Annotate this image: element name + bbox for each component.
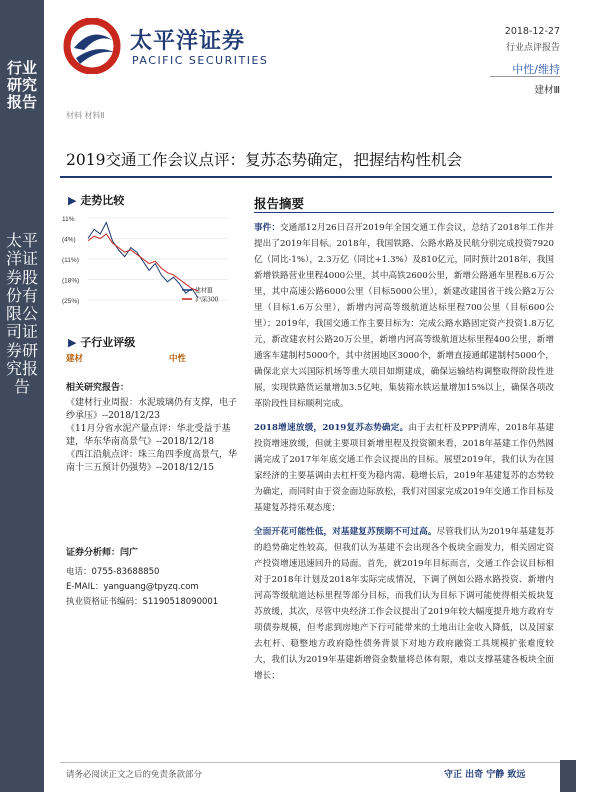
sidebar-report-category: 行业研究报告 bbox=[6, 59, 37, 111]
analyst-phone: 电话：0755-83688850 bbox=[66, 567, 160, 577]
abstract-body bbox=[254, 220, 554, 692]
related-report-item[interactable]: 《建材行业周报：水泥玻璃仍有支撑，电子纱承压》--2018/12/23 bbox=[66, 398, 238, 421]
related-report-item[interactable]: 《11月分省水泥产量点评：华北受益于基建，华东华南高景气》--2018/12/18 bbox=[66, 424, 231, 447]
abstract-heading: 报告摘要 bbox=[254, 196, 305, 211]
report-date: 2018-12-27 bbox=[504, 26, 560, 37]
analyst-cert: 执业资格证书编码：S1190518090001 bbox=[66, 597, 219, 607]
logo-chinese-name: 太平洋证券 bbox=[130, 29, 246, 54]
related-report-item[interactable]: 《西江沿航点评：珠三角四季度高景气，华南十三五预计仍强势》--2018/12/15 bbox=[66, 450, 238, 473]
sub-industry-name: 建材 bbox=[66, 354, 84, 364]
paragraph-text: 交通部12月26日召开2019年全国交通工作会议，总结了2018年工作并提出了2019年目标。2018年，我国铁路、公路水路及民航分别完成投资7920亿（同比-1%），2.3万亿（同比+1.3%）及810亿元，同时预计2018年，我国新增铁路营业里程4000公里，其中高铁2600公里，新增公路通车里程8.6万公里，其中高速公路6000公里（目标5000公里），新建改建国省干线公路2万公里（目标1.6万公里），新增内河高等级航道达标里程700公里（目标600公里）；2019年，我国交通工作主要目标为：完成公路水路固定资产投资1.8万亿元，新改建农村公路20万公里，新增内河高等级航道达标里程400公里，新增通客车建制村5000个，其中贫困地区3000个，新增直接通邮建制村5000个，确保北京大兴国际机场等重大项目如期建成，确保运输结构调整取得阶段性进展，实现铁路货运量增加3.5亿吨，集装箱水铁运量增加15%以上，确保各项改革阶段性目标顺利完成。 bbox=[254, 223, 554, 409]
logo-english-name: PACIFIC SECURITIES bbox=[132, 54, 269, 67]
legend-label: 沪深300 bbox=[195, 296, 219, 304]
paragraph-text: 尽管我们认为2019年基建复苏的趋势确定性较高，但我们认为基建不会出现各个板块全面发力，相关固定资产投资增速迅速回升的局面。首先，就2019年目标而言，交通工作会议目标相对于2018年计划及2018年实际完成情况，下调了例如公路水路投资、新增内河高等级航道达标里程等部分目标，而我们认为目标下调可能使得相关板块复苏放缓，其次，尽管中央经济工作会议提出了2019年较大幅度提升地方政府专项债券规模，但考虑到房地产下行可能带来的土地出让金收入降低，以及国家去杠杆、稳整地方政府隐性债务背景下对地方政府融资工具规模扩张难度较大，我们认为2019年基建新增资金数量将总体有限，难以支撑基建各板块全面增长； bbox=[254, 527, 554, 681]
y-tick-label: (18%) bbox=[62, 277, 80, 285]
series-line bbox=[88, 223, 198, 298]
sub-rating-row bbox=[66, 352, 246, 364]
sub-industry-rating: 中性 bbox=[168, 354, 186, 364]
analyst-info bbox=[66, 546, 238, 610]
abstract-paragraph bbox=[254, 524, 554, 684]
related-reports-heading: 相关研究报告： bbox=[66, 383, 130, 393]
analyst-name: 证券分析师：闫广 bbox=[66, 548, 139, 558]
analyst-email[interactable]: E-MAIL：yanguang@tpyzq.com bbox=[66, 582, 199, 592]
y-tick-label: (11%) bbox=[62, 257, 79, 264]
footer-accent-bar bbox=[560, 760, 576, 792]
related-reports bbox=[66, 382, 238, 475]
trend-heading: ▶ 走势比较 bbox=[68, 194, 125, 207]
y-tick-label: 11% bbox=[62, 216, 75, 223]
series-line bbox=[88, 234, 198, 291]
paragraph-lead: 全面开花可能性低，对基建复苏预期不可过高。 bbox=[254, 527, 437, 537]
abstract-paragraph bbox=[254, 220, 554, 412]
sidebar-company-name: 太平洋证券股份有限公司证券研究报告 bbox=[6, 231, 39, 397]
arrow-right-icon: ▶ bbox=[68, 336, 77, 349]
footer-disclaimer: 请务必阅读正文之后的免责条款部分 bbox=[66, 770, 203, 780]
page-title: 2019交通工作会议点评：复苏态势确定，把握结构性机会 bbox=[66, 151, 462, 169]
breadcrumb: 材料 材料Ⅱ bbox=[66, 111, 105, 120]
sub-rating-heading: ▶ 子行业评级 bbox=[68, 336, 136, 349]
sector-name: 建材Ⅲ bbox=[534, 85, 560, 96]
paragraph-lead: 2018增速放缓，2019复苏态势确定。 bbox=[254, 423, 409, 433]
paragraph-text: 由于去杠杆及PPP清库，2018年基建投资增速放缓，但就主要项目新增里程及投资额来看，2018年基建工作仍然圆满完成了2017年年底交通工作会议提出的目标。展望2019年，我们认为在国家经济的主要基调由去杠杆变为稳内需、稳增长后，2019年基建复苏的态势较为确定，而同时由于资金面边际放松，我们对国家完成2019年交通工作目标及基建复苏持乐观态度； bbox=[254, 423, 555, 513]
abstract-paragraph bbox=[254, 420, 554, 516]
y-tick-label: (25%) bbox=[62, 298, 80, 305]
footer-slogan: 守正 出奇 宁静 致远 bbox=[444, 770, 526, 780]
industry-rating: 中性/维持 bbox=[512, 63, 560, 76]
logo-emblem-icon bbox=[62, 18, 124, 74]
trend-chart bbox=[62, 210, 234, 310]
paragraph-lead: 事件： bbox=[254, 223, 281, 233]
header-divider bbox=[490, 76, 560, 77]
title-divider bbox=[60, 176, 552, 178]
report-type: 行业点评报告 bbox=[505, 43, 560, 53]
abstract-divider bbox=[254, 212, 554, 213]
y-tick-label: (4%) bbox=[62, 236, 76, 244]
report-header-info bbox=[505, 26, 560, 96]
footer-divider bbox=[60, 762, 560, 763]
company-logo bbox=[62, 18, 302, 78]
legend-label: 建材Ⅲ bbox=[195, 287, 213, 295]
left-sidebar bbox=[0, 0, 44, 792]
arrow-right-icon: ▶ bbox=[68, 194, 77, 207]
